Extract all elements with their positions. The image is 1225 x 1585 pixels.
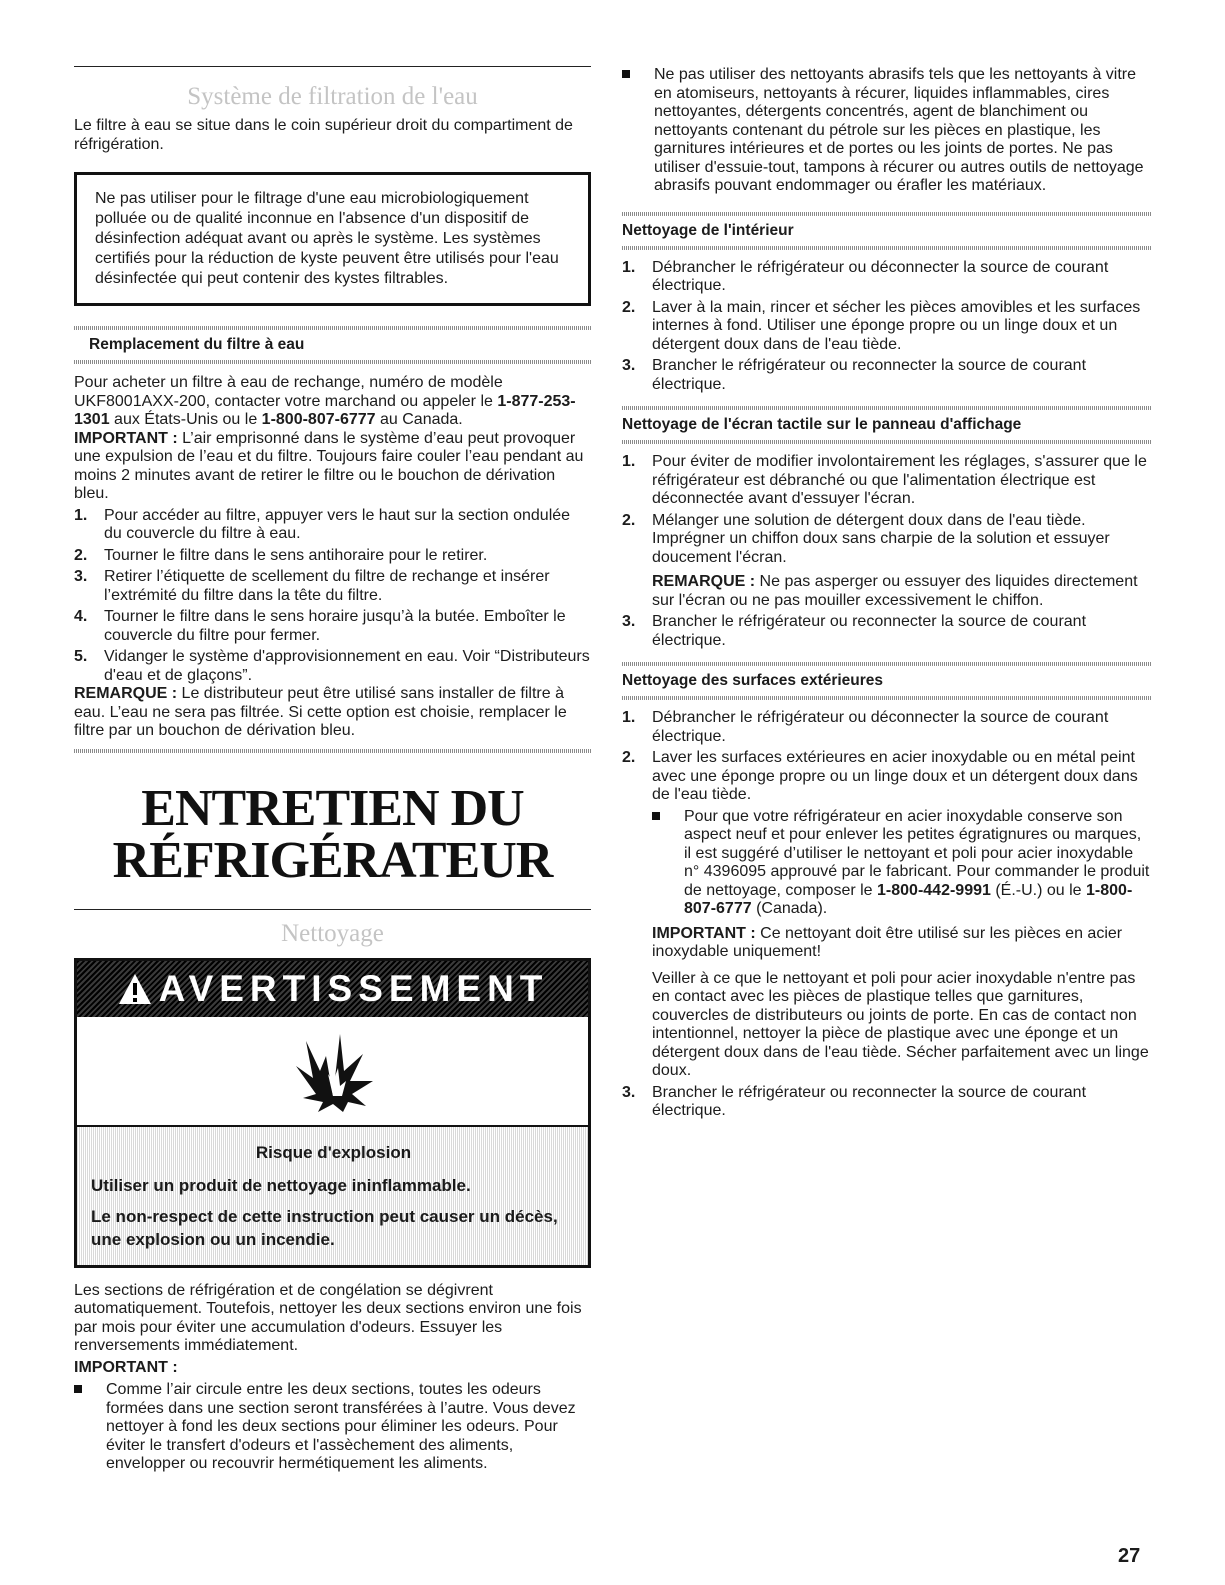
replacement-heading: Remplacement du filtre à eau: [89, 336, 305, 353]
filter-notice-box: [74, 172, 591, 306]
defrost-text: Les sections de réfrigération et de congélation se dégivrent automatiquement. Toutefois, nettoyer les deux sections environ une fois par mois pour éviter une accumulation d'odeurs. Essuyer les renversements immédiatement.: [74, 1281, 582, 1354]
list-item: 2. Tourner le filtre dans le sens antihoraire pour le retirer.: [74, 546, 488, 564]
list-item: 1. Pour éviter de modifier involontairement les réglages, s'assurer que le réfrigérateur est débranché ou que l'alimentation électrique est déconnectée avant d'essuyer l'écran.: [622, 453, 1147, 507]
list-item: 4. Tourner le filtre dans le sens horaire jusqu’à la butée. Emboîter le couvercle du filtre pour fermer.: [74, 608, 566, 644]
phone-us: 1-877-253-1301: [74, 392, 576, 428]
exterior-important: IMPORTANT : Ce nettoyant doit être utilisé sur les pièces en acier inoxydable uniquement!: [652, 924, 1123, 960]
screen-heading: Nettoyage de l'écran tactile sur le panneau d'affichage: [622, 416, 1022, 433]
list-item: 1. Débrancher le réfrigérateur ou déconnecter la source de courant électrique.: [622, 258, 1109, 294]
exterior-note: Veiller à ce que le nettoyant et poli pour acier inoxydable n'entre pas en contact avec les pièces de plastique telles que garnitures, couvercles de distributeurs ou joints de porte. En cas de contact non intentionnel, nettoyer la pièce de plastique avec une éponge et un détergent doux dans de l'eau tiède. Sécher parfaitement avec un linge doux.: [652, 969, 1149, 1079]
explosion-icon: [288, 1026, 378, 1116]
water-filter-title: Système de filtration de l'eau: [187, 83, 478, 110]
list-item: 2. Laver les surfaces extérieures en acier inoxydable ou en métal peint avec une éponge propre ou un linge doux et un détergent doux dans de l'eau tiède. Pour que votre réfrigérateur en acier inoxydable conserve son aspect neuf et pour enlever les petites égratignures ou marques, il est suggéré d’utiliser le nettoyant et poli pour acier inoxydable n° 4396095 approuvé par le fabricant. Pour commander le produit de nettoyage, composer le 1-800-442-9991 (É.-U.) ou le 1-800-807-6777 (Canada). IMPORTANT : Ce nettoyant doit être utilisé sur les pièces en acier inoxydable uniquement! Veiller à ce que le nettoyant et poli pour acier inoxydable n'entre pas en contact avec les pièces de plastique telles que garnitures, couvercles de distributeurs ou joints de porte. En cas de contact non intentionnel, nettoyer la pièce de plastique avec une éponge et un détergent doux dans de l'eau tiède. Sécher parfaitement avec un linge doux.: [622, 749, 1152, 1081]
warning-instruction: Utiliser un produit de nettoyage ininflammable.: [91, 1175, 471, 1195]
list-item: 1. Débrancher le réfrigérateur ou déconnecter la source de courant électrique.: [622, 709, 1109, 745]
divider: [622, 406, 1152, 410]
list-item: 5. Vidanger le système d'approvisionnement en eau. Voir “Distributeurs d'eau et de glaçons”.: [74, 648, 590, 684]
list-item: 2. Laver à la main, rincer et sécher les pièces amovibles et les surfaces internes à fond. Utiliser une éponge propre ou un linge doux et un détergent doux dans de l'eau tiède.: [622, 298, 1141, 353]
divider: [74, 360, 591, 364]
filter-location-text: Le filtre à eau se situe dans le coin supérieur droit du compartiment de réfrigération.: [74, 117, 573, 153]
right-column: [622, 66, 1152, 1121]
filter-notice-text: Ne pas utiliser pour le filtrage d'une eau microbiologiquement polluée ou de qualité inconnue en l'absence d'un dispositif de désinfection adéquat avant ou après le système. Les systèmes certifiés pour la réduction de kyste peuvent être utilisés pour l'eau désinfectée qui peut contenir des kystes filtrables.: [95, 190, 559, 287]
main-title: ENTRETIEN DU RÉFRIGÉRATEUR: [112, 779, 553, 889]
list-item: 3. Brancher le réfrigérateur ou reconnecter la source de courant électrique.: [622, 1083, 1087, 1119]
screen-steps: [622, 453, 1152, 650]
interior-heading: Nettoyage de l'intérieur: [622, 221, 794, 239]
exterior-heading: Nettoyage des surfaces extérieures: [622, 672, 884, 689]
list-item: 1. Pour accéder au filtre, appuyer vers le haut sur la section ondulée du couvercle du filtre à eau.: [74, 506, 571, 542]
divider: [622, 662, 1152, 666]
abrasive-list: [622, 66, 1152, 196]
screen-remarque: REMARQUE : Ne pas asperger ou essuyer des liquides directement sur l'écran ou ne pas mouiller excessivement le chiffon.: [652, 573, 1138, 609]
list-item: Pour que votre réfrigérateur en acier inoxydable conserve son aspect neuf et pour enlever les petites égratignures ou marques, il est suggéré d’utiliser le nettoyant et poli pour acier inoxydable n° 4396095 approuvé par le fabricant. Pour commander le produit de nettoyage, composer le 1-800-442-9991 (É.-U.) ou le 1-800-807-6777 (Canada).: [652, 808, 1152, 919]
important-list: [74, 1381, 591, 1474]
divider: [622, 212, 1152, 216]
divider: [74, 749, 591, 753]
list-item: 3. Retirer l’étiquette de scellement du filtre de rechange et insérer l’extrémité du filtre dans la tête du filtre.: [74, 568, 550, 604]
top-rule: [74, 66, 591, 67]
replacement-steps: [74, 507, 591, 686]
left-column: [74, 66, 591, 1474]
cleaning-title: Nettoyage: [281, 919, 384, 947]
list-item: 3. Brancher le réfrigérateur ou reconnecter la source de courant électrique.: [622, 613, 1087, 649]
list-item: 2. Mélanger une solution de détergent doux dans de l'eau tiède. Imprégner un chiffon doux sans charpie de la solution et essuyer doucement l'écran. REMARQUE : Ne pas asperger ou essuyer des liquides directement sur l'écran ou ne pas mouiller excessivement le chiffon.: [622, 512, 1152, 611]
title-rule: [74, 909, 591, 910]
warning-header: AVERTISSEMENT: [77, 961, 588, 1017]
remarque-note: REMARQUE : Le distributeur peut être utilisé sans installer de filtre à eau. L’eau ne sera pas filtrée. Si cette option est choisie, remplacer le filtre par un bouchon de dérivation bleu.: [74, 685, 567, 739]
replacement-intro: Pour acheter un filtre à eau de rechange, numéro de modèle UKF8001AXX-200, contacter votre marchand ou appeler le 1-877-253-1301 aux États-Unis ou le 1-800-807-6777 au Canada.: [74, 374, 576, 428]
exterior-steps: [622, 709, 1152, 1121]
warning-consequence: Le non-respect de cette instruction peut causer un décès, une explosion ou un incendie.: [91, 1206, 558, 1249]
important-label: IMPORTANT :: [74, 1358, 178, 1376]
important-note: IMPORTANT : L’air emprisonné dans le système d’eau peut provoquer une expulsion de l’eau et du filtre. Toujours faire couler l’eau pendant au moins 2 minutes avant de retirer le filtre ou le bouchon de dérivation bleu.: [74, 429, 584, 502]
warning-risk: Risque d'explosion: [255, 1142, 412, 1162]
list-item: Comme l’air circule entre les deux sections, toutes les odeurs formées dans une section seront transférées à l’autre. Vous devez nettoyer à fond les deux sections pour éliminer les odeurs. Pour éviter le transfert d'odeurs et l'assèchement des aliments, envelopper ou recouvrir hermétiquement les aliments.: [74, 1381, 591, 1474]
warning-triangle-icon: [117, 972, 153, 1006]
list-item: 3. Brancher le réfrigérateur ou reconnecter la source de courant électrique.: [622, 357, 1087, 393]
divider: [74, 326, 591, 330]
warning-box: [74, 958, 591, 1268]
page-number: 27: [1118, 1545, 1141, 1567]
list-item: Ne pas utiliser des nettoyants abrasifs tels que les nettoyants à vitre en atomiseurs, nettoyants à récurer, liquides inflammables, cires nettoyantes, détergents concentrés, agent de blanchiment ou nettoyants contenant du pétrole sur les pièces en plastique, les garnitures intérieures et de portes ou les joints de portes. Ne pas utiliser d'essuie-tout, tampons à récurer ou autres outils de nettoyage abrasifs pouvant endommager ou érafler les matériaux.: [622, 66, 1152, 196]
phone-canada: 1-800-807-6777: [261, 411, 376, 428]
interior-steps: [622, 259, 1152, 395]
